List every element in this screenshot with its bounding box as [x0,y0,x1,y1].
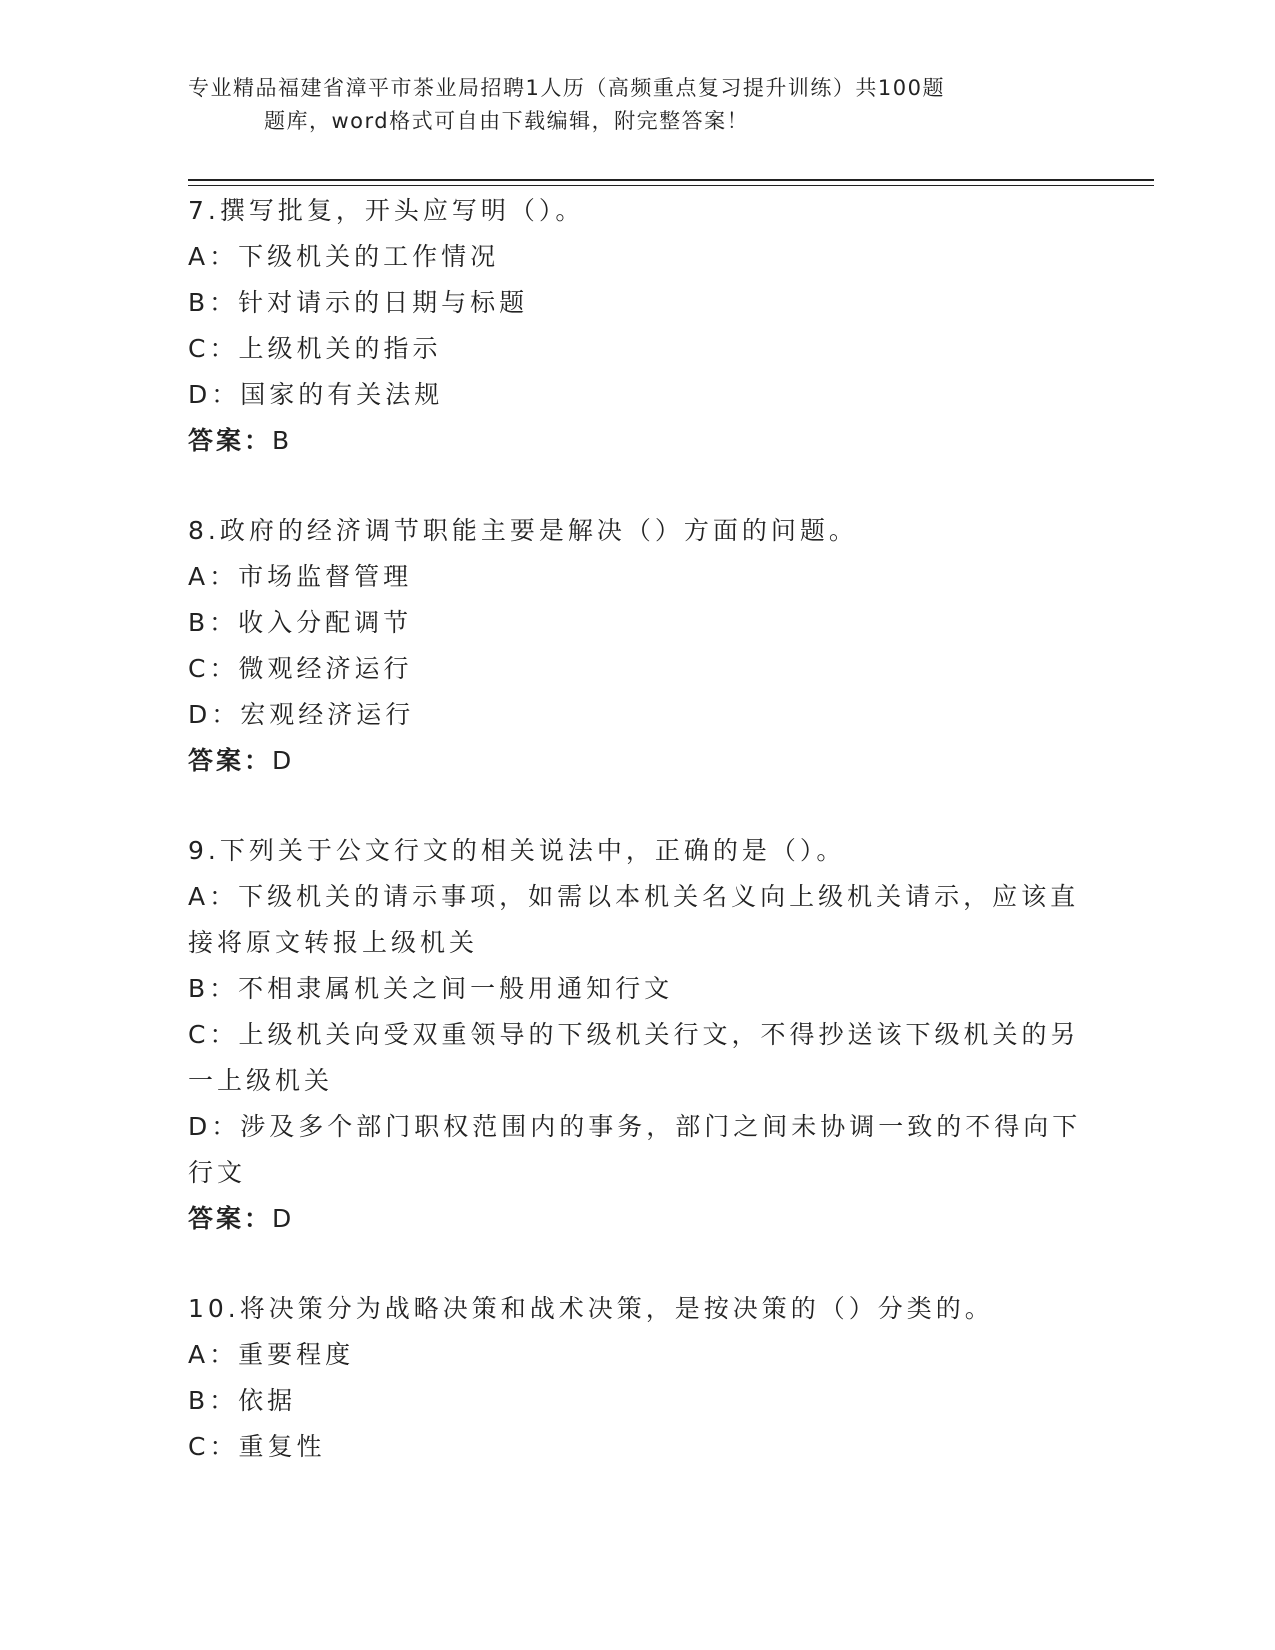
question-10 [188,1286,1088,1470]
option-a: A：市场监督管理 [188,562,413,591]
option-d: D：宏观经济运行 [188,700,415,729]
question-stem: 8.政府的经济调节职能主要是解决（）方面的问题。 [188,516,858,545]
answer-value: D [272,746,292,775]
option-b: B：收入分配调节 [188,608,413,637]
answer-line [188,738,1088,784]
header-line-1: 专业精品福建省漳平市茶业局招聘1人历（高频重点复习提升训练）共100题 [188,76,945,100]
question-list [188,188,1088,1514]
header-rule-thick [188,179,1154,181]
question-stem: 9.下列关于公文行文的相关说法中，正确的是（）。 [188,836,846,865]
option-c: C：上级机关向受双重领导的下级机关行文，不得抄送该下级机关的另一上级机关 [188,1020,1080,1095]
document-header [188,72,1048,138]
option-a: A：下级机关的请示事项，如需以本机关名义向上级机关请示，应该直接将原文转报上级机关 [188,882,1080,957]
option-a: A：下级机关的工作情况 [188,242,500,271]
question-stem: 7.撰写批复，开头应写明（）。 [188,196,585,225]
option-d: D：涉及多个部门职权范围内的事务，部门之间未协调一致的不得向下行文 [188,1112,1082,1187]
answer-value: D [272,1204,292,1233]
option-b: B：针对请示的日期与标题 [188,288,529,317]
option-d: D：国家的有关法规 [188,380,444,409]
question-7 [188,188,1088,464]
option-c: C：微观经济运行 [188,654,413,683]
option-a: A：重要程度 [188,1340,355,1369]
answer-label: 答案： [188,1204,273,1233]
answer-label: 答案： [188,426,273,455]
answer-line [188,418,1088,464]
option-b: B：依据 [188,1386,297,1415]
option-c: C：上级机关的指示 [188,334,442,363]
option-c: C：重复性 [188,1432,326,1461]
question-stem: 10.将决策分为战略决策和战术决策，是按决策的（）分类的。 [188,1294,994,1323]
answer-label: 答案： [188,746,273,775]
answer-value: B [272,426,290,455]
question-8 [188,508,1088,784]
header-line-2: 题库，word格式可自由下载编辑，附完整答案！ [264,109,750,133]
answer-line [188,1196,1088,1242]
option-b: B：不相隶属机关之间一般用通知行文 [188,974,674,1003]
header-rule-thin [188,185,1154,186]
question-9 [188,828,1088,1242]
